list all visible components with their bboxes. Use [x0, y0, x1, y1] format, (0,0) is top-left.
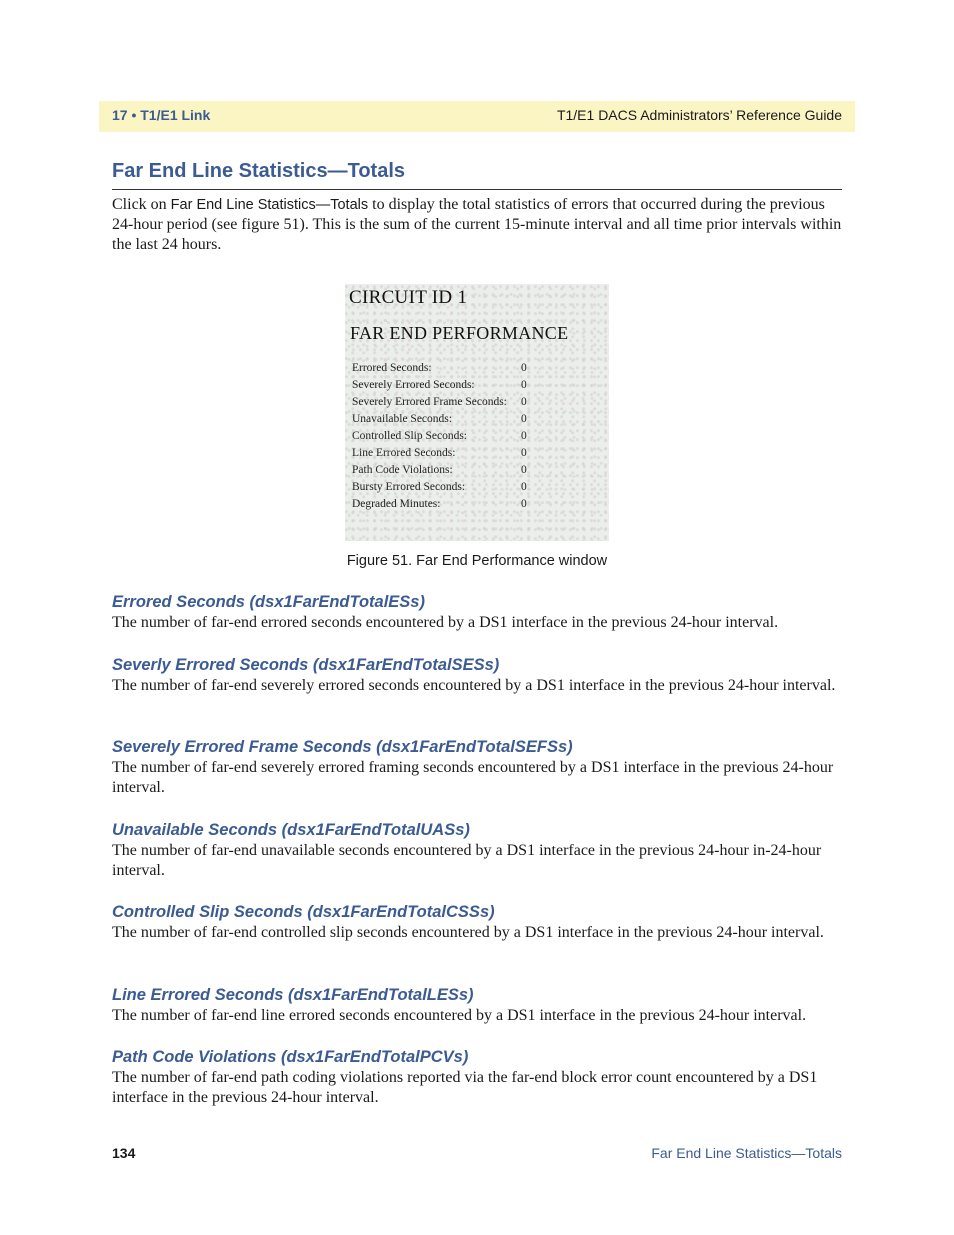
stat-value: 0	[521, 413, 527, 425]
entry-unavailable-seconds	[112, 819, 842, 881]
entry-heading: Unavailable Seconds (dsx1FarEndTotalUASs)	[112, 821, 470, 839]
stat-label: Severely Errored Frame Seconds:	[352, 396, 507, 408]
stat-label: Line Errored Seconds:	[352, 447, 456, 459]
entry-line-errored-seconds	[112, 984, 842, 1026]
intro-text-after: to display the total statistics of errors that occurred during the previous 24-hour period (see figure 51). This is the sum of the current 15-minute interval and all time prior intervals within the last 24 hours.	[112, 196, 842, 253]
intro-text-before: Click on	[112, 196, 171, 213]
footer-section-name: Far End Line Statistics—Totals	[651, 1145, 842, 1161]
entry-description: The number of far-end controlled slip seconds encountered by a DS1 interface in the previous 24-hour interval.	[112, 924, 824, 941]
circuit-id-label: CIRCUIT ID 1	[349, 287, 468, 308]
stat-label: Unavailable Seconds:	[352, 413, 452, 425]
stat-row-line-errored-seconds	[352, 447, 542, 464]
title-divider	[112, 189, 842, 190]
entry-heading: Line Errored Seconds (dsx1FarEndTotalLESs)	[112, 986, 474, 1004]
entry-severely-errored-seconds	[112, 654, 842, 696]
stat-value: 0	[521, 447, 527, 459]
section-title: Far End Line Statistics—Totals	[112, 160, 406, 182]
entry-heading: Severly Errored Seconds (dsx1FarEndTotalSESs)	[112, 656, 500, 674]
stat-row-path-code-violations	[352, 464, 542, 481]
stat-label: Bursty Errored Seconds:	[352, 481, 466, 493]
page-number: 134	[112, 1145, 136, 1161]
stat-value: 0	[521, 430, 527, 442]
stat-label: Controlled Slip Seconds:	[352, 430, 467, 442]
entry-controlled-slip-seconds	[112, 901, 842, 943]
stat-label: Errored Seconds:	[352, 362, 432, 374]
intro-paragraph	[112, 195, 842, 255]
stat-row-severely-errored-frame-seconds	[352, 396, 542, 413]
entry-description: The number of far-end line errored seconds encountered by a DS1 interface in the previous 24-hour interval.	[112, 1007, 807, 1024]
entry-description: The number of far-end errored seconds encountered by a DS1 interface in the previous 24-hour interval.	[112, 614, 779, 631]
entry-heading: Path Code Violations (dsx1FarEndTotalPCVs)	[112, 1048, 469, 1066]
intro-ui-reference: Far End Line Statistics—Totals	[170, 197, 369, 213]
guide-title: T1/E1 DACS Administrators’ Reference Guide	[556, 107, 842, 123]
entry-errored-seconds	[112, 591, 842, 633]
stat-value: 0	[521, 498, 527, 510]
entry-description: The number of far-end unavailable seconds encountered by a DS1 interface in the previous 24-hour in-24-hour interval.	[112, 842, 822, 879]
entry-severely-errored-frame-seconds	[112, 736, 842, 798]
stat-row-unavailable-seconds	[352, 413, 542, 430]
entry-description: The number of far-end severely errored seconds encountered by a DS1 interface in the previous 24-hour interval.	[112, 677, 836, 694]
stat-row-errored-seconds	[352, 362, 542, 379]
performance-stats-list	[352, 362, 542, 515]
stat-value: 0	[521, 464, 527, 476]
stat-value: 0	[521, 362, 527, 374]
stat-value: 0	[521, 396, 527, 408]
chapter-label: 17 • T1/E1 Link	[112, 107, 211, 123]
entry-heading: Errored Seconds (dsx1FarEndTotalESs)	[112, 593, 425, 611]
stat-label: Degraded Minutes:	[352, 498, 441, 510]
stat-label: Path Code Violations:	[352, 464, 453, 476]
stat-row-degraded-minutes	[352, 498, 542, 515]
stat-row-severely-errored-seconds	[352, 379, 542, 396]
far-end-performance-window	[345, 284, 609, 541]
entry-description: The number of far-end severely errored framing seconds encountered by a DS1 interface in the previous 24-hour interval.	[112, 759, 834, 796]
figure-caption: Figure 51. Far End Performance window	[346, 553, 608, 569]
stat-label: Severely Errored Seconds:	[352, 379, 475, 391]
stat-row-controlled-slip-seconds	[352, 430, 542, 447]
stat-row-bursty-errored-seconds	[352, 481, 542, 498]
far-end-performance-heading: FAR END PERFORMANCE	[350, 323, 569, 343]
entry-heading: Controlled Slip Seconds (dsx1FarEndTotalCSSs)	[112, 903, 495, 921]
stat-value: 0	[521, 481, 527, 493]
entry-heading: Severely Errored Frame Seconds (dsx1FarEndTotalSEFSs)	[112, 738, 573, 756]
entry-description: The number of far-end path coding violations reported via the far-end block error count encountered by a DS1 interface in the previous 24-hour interval.	[112, 1069, 818, 1106]
running-header	[99, 101, 855, 132]
entry-path-code-violations	[112, 1046, 842, 1108]
stat-value: 0	[521, 379, 527, 391]
